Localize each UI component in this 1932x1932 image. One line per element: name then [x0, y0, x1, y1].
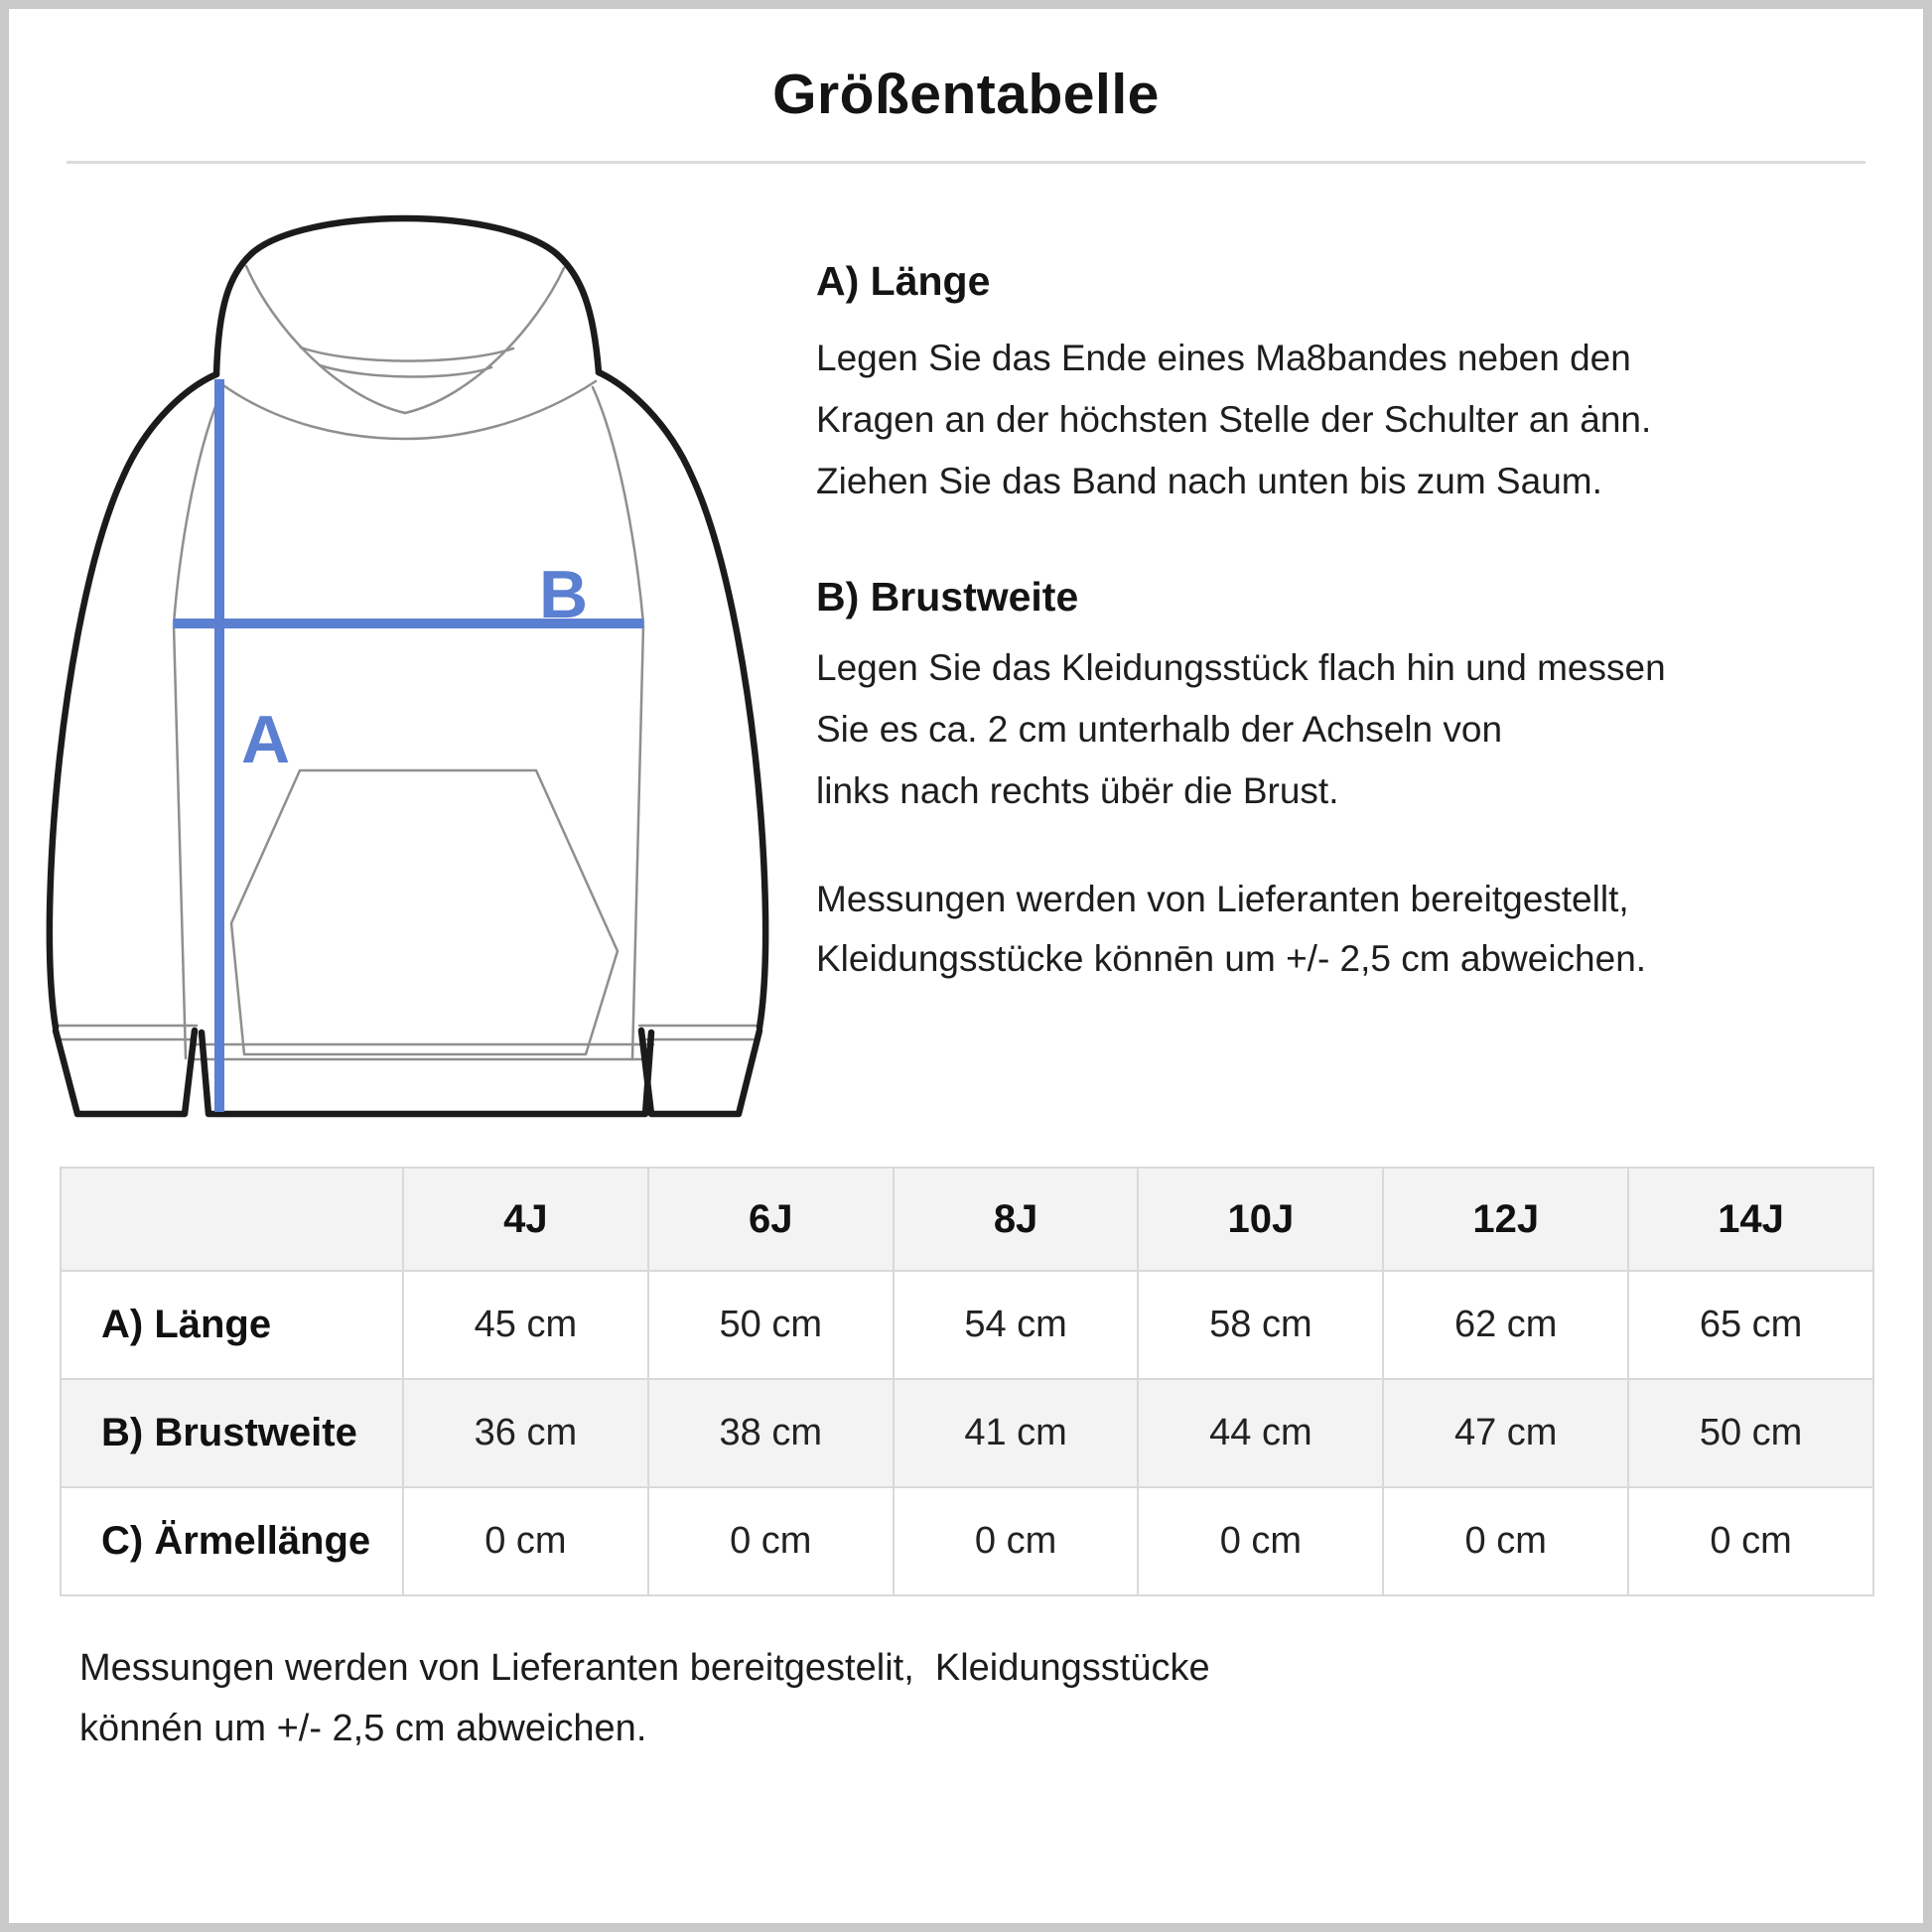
page-title: Größentabelle: [772, 63, 1160, 126]
size-cell: 50 cm: [1628, 1379, 1873, 1487]
supplier-note-paragraph: [816, 870, 1646, 989]
size-cell: 50 cm: [648, 1271, 894, 1379]
footer-note: [79, 1638, 1210, 1759]
size-cell: 41 cm: [894, 1379, 1139, 1487]
size-cell: 65 cm: [1628, 1271, 1873, 1379]
title-divider: [67, 161, 1865, 164]
section-paragraph-brustweite: [816, 637, 1666, 822]
measurement-label-a: A: [241, 702, 291, 777]
size-cell: 47 cm: [1383, 1379, 1628, 1487]
column-header-8j: 8J: [894, 1168, 1139, 1271]
section-heading-brustweite: B) Brustweite: [816, 574, 1079, 620]
column-header-10j: 10J: [1138, 1168, 1383, 1271]
row-label-brustweite: B) Brustweite: [61, 1379, 403, 1487]
size-cell: 0 cm: [1383, 1487, 1628, 1595]
column-header-6j: 6J: [648, 1168, 894, 1271]
size-cell: 0 cm: [894, 1487, 1139, 1595]
kangaroo-pocket: [231, 770, 618, 1054]
size-cell: 38 cm: [648, 1379, 894, 1487]
paragraph-line: Legen Sie das Kleidungsstück flach hin und messen: [816, 647, 1666, 688]
size-cell: 36 cm: [403, 1379, 648, 1487]
paragraph-line: Kragen an der höchsten Stelle der Schulter an ȧnn.: [816, 399, 1652, 440]
table-row-aermellaenge: [61, 1487, 1873, 1595]
paragraph-line: Ziehen Sie das Band nach unten bis zum Saum.: [816, 461, 1602, 501]
hoodie-diagram: [40, 189, 794, 1132]
paragraph-line: links nach rechts übër die Brust.: [816, 770, 1339, 811]
column-header-14j: 14J: [1628, 1168, 1873, 1271]
footer-line: könnén um +/- 2,5 cm abweichen.: [79, 1708, 647, 1749]
measurement-label-b: B: [539, 557, 589, 632]
size-cell: 44 cm: [1138, 1379, 1383, 1487]
size-cell: 45 cm: [403, 1271, 648, 1379]
paragraph-line: Kleidungsstücke könnēn um +/- 2,5 cm abweichen.: [816, 938, 1647, 979]
column-header-4j: 4J: [403, 1168, 648, 1271]
size-cell: 0 cm: [648, 1487, 894, 1595]
column-header-12j: 12J: [1383, 1168, 1628, 1271]
footer-line: Messungen werden von Lieferanten bereitgestelit, Kleidungsstücke: [79, 1647, 1210, 1689]
hoodie-outline: [50, 218, 765, 1114]
size-cell: 62 cm: [1383, 1271, 1628, 1379]
size-cell: 54 cm: [894, 1271, 1139, 1379]
hoodie-seam-lines: [54, 266, 761, 1059]
row-label-aermellaenge: C) Ärmellänge: [61, 1487, 403, 1595]
size-cell: 0 cm: [1138, 1487, 1383, 1595]
table-row-brustweite: [61, 1379, 1873, 1487]
size-table: [60, 1167, 1874, 1596]
paragraph-line: Messungen werden von Lieferanten bereitgestellt,: [816, 879, 1629, 919]
corner-cell: [61, 1168, 403, 1271]
paragraph-line: Legen Sie das Ende eines Ma8bandes neben den: [816, 338, 1631, 378]
size-table-header-row: [61, 1168, 1873, 1271]
paragraph-line: Sie es ca. 2 cm unterhalb der Achseln von: [816, 709, 1503, 750]
size-cell: 0 cm: [403, 1487, 648, 1595]
section-heading-laenge: A) Länge: [816, 258, 991, 304]
size-cell: 58 cm: [1138, 1271, 1383, 1379]
table-row-laenge: [61, 1271, 1873, 1379]
row-label-laenge: A) Länge: [61, 1271, 403, 1379]
size-cell: 0 cm: [1628, 1487, 1873, 1595]
section-paragraph-laenge: [816, 328, 1651, 512]
